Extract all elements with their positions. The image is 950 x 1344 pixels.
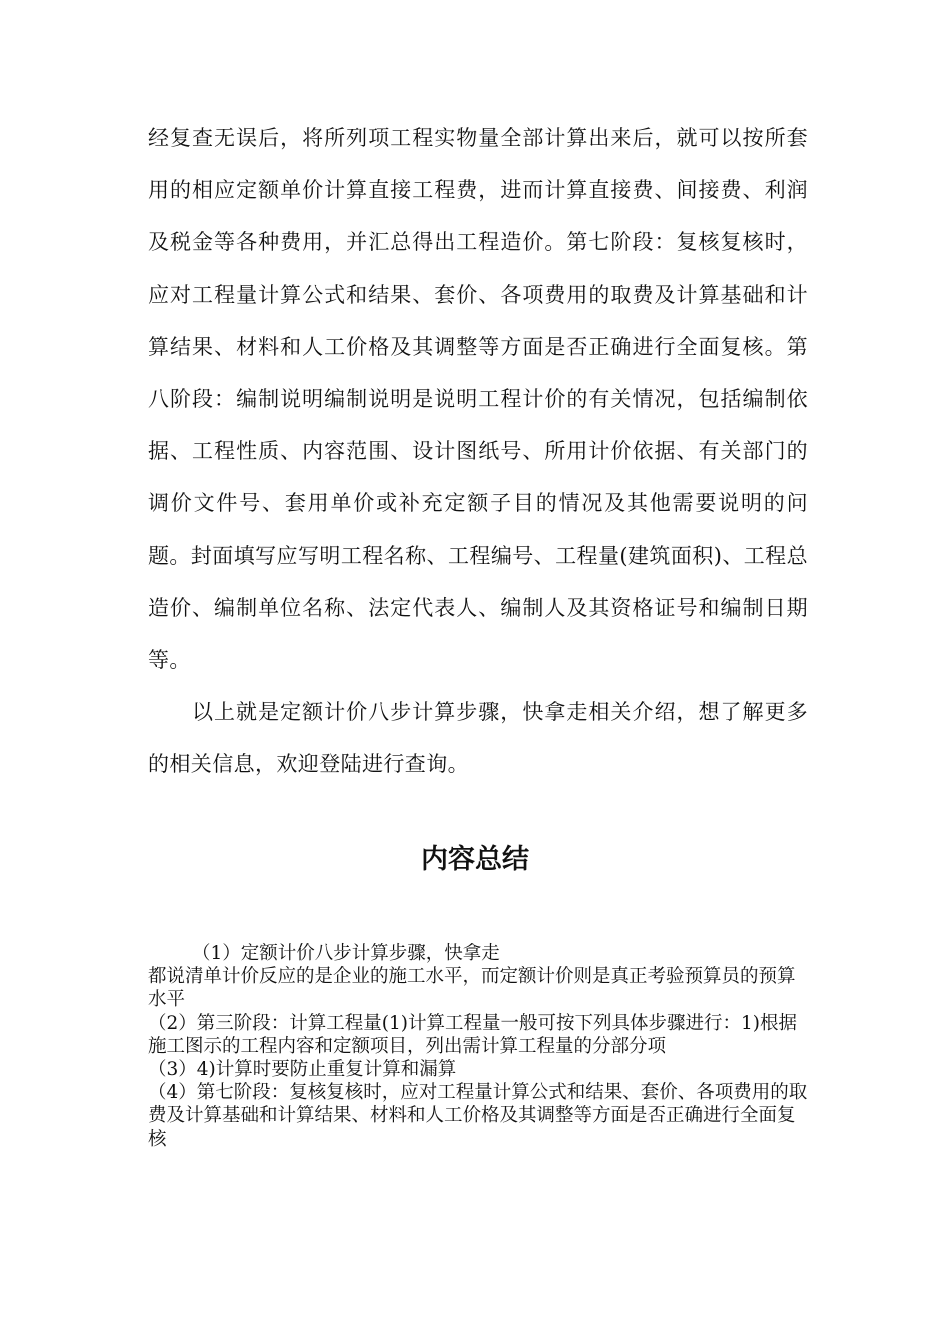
summary-item: （3）4)计算时要防止重复计算和漏算 [148,1059,457,1081]
summary-title: 内容总结 [421,844,529,875]
summary-list [148,942,808,1151]
summary-item: （4）第七阶段：复核复核时，应对工程量计算公式和结果、套价、各项费用的取费及计算基础和计算结果、材料和人工价格及其调整等方面是否正确进行全面复核 [148,1082,808,1150]
summary-item: 都说清单计价反应的是企业的施工水平，而定额计价则是真正考验预算员的预算水平 [148,966,796,1011]
summary-item: （1）定额计价八步计算步骤，快拿走 [192,943,500,964]
body-text [148,112,808,791]
body-paragraph: 经复查无误后，将所列项工程实物量全部计算出来后，就可以按所套用的相应定额单价计算直接工程费，进而计算直接费、间接费、利润及税金等各种费用，并汇总得出工程造价。第七阶段：复核复核时，应对工程量计算公式和结果、套价、各项费用的取费及计算基础和计算结果、材料和人工价格及其调整等方面是否正确进行全面复核。第八阶段：编制说明编制说明是说明工程计价的有关情况，包括编制依据、工程性质、内容范围、设计图纸号、所用计价依据、有关部门的调价文件号、套用单价或补充定额子目的情况及其他需要说明的问题。封面填写应写明工程名称、工程编号、工程量(建筑面积)、工程总造价、编制单位名称、法定代表人、编制人及其资格证号和编制日期等。 [148,126,808,673]
summary-item: （2）第三阶段：计算工程量(1)计算工程量一般可按下列具体步骤进行：1)根据施工图示的工程内容和定额项目，列出需计算工程量的分部分项 [148,1012,797,1057]
body-paragraph: 以上就是定额计价八步计算步骤，快拿走相关介绍，想了解更多的相关信息，欢迎登陆进行查询。 [148,700,808,777]
